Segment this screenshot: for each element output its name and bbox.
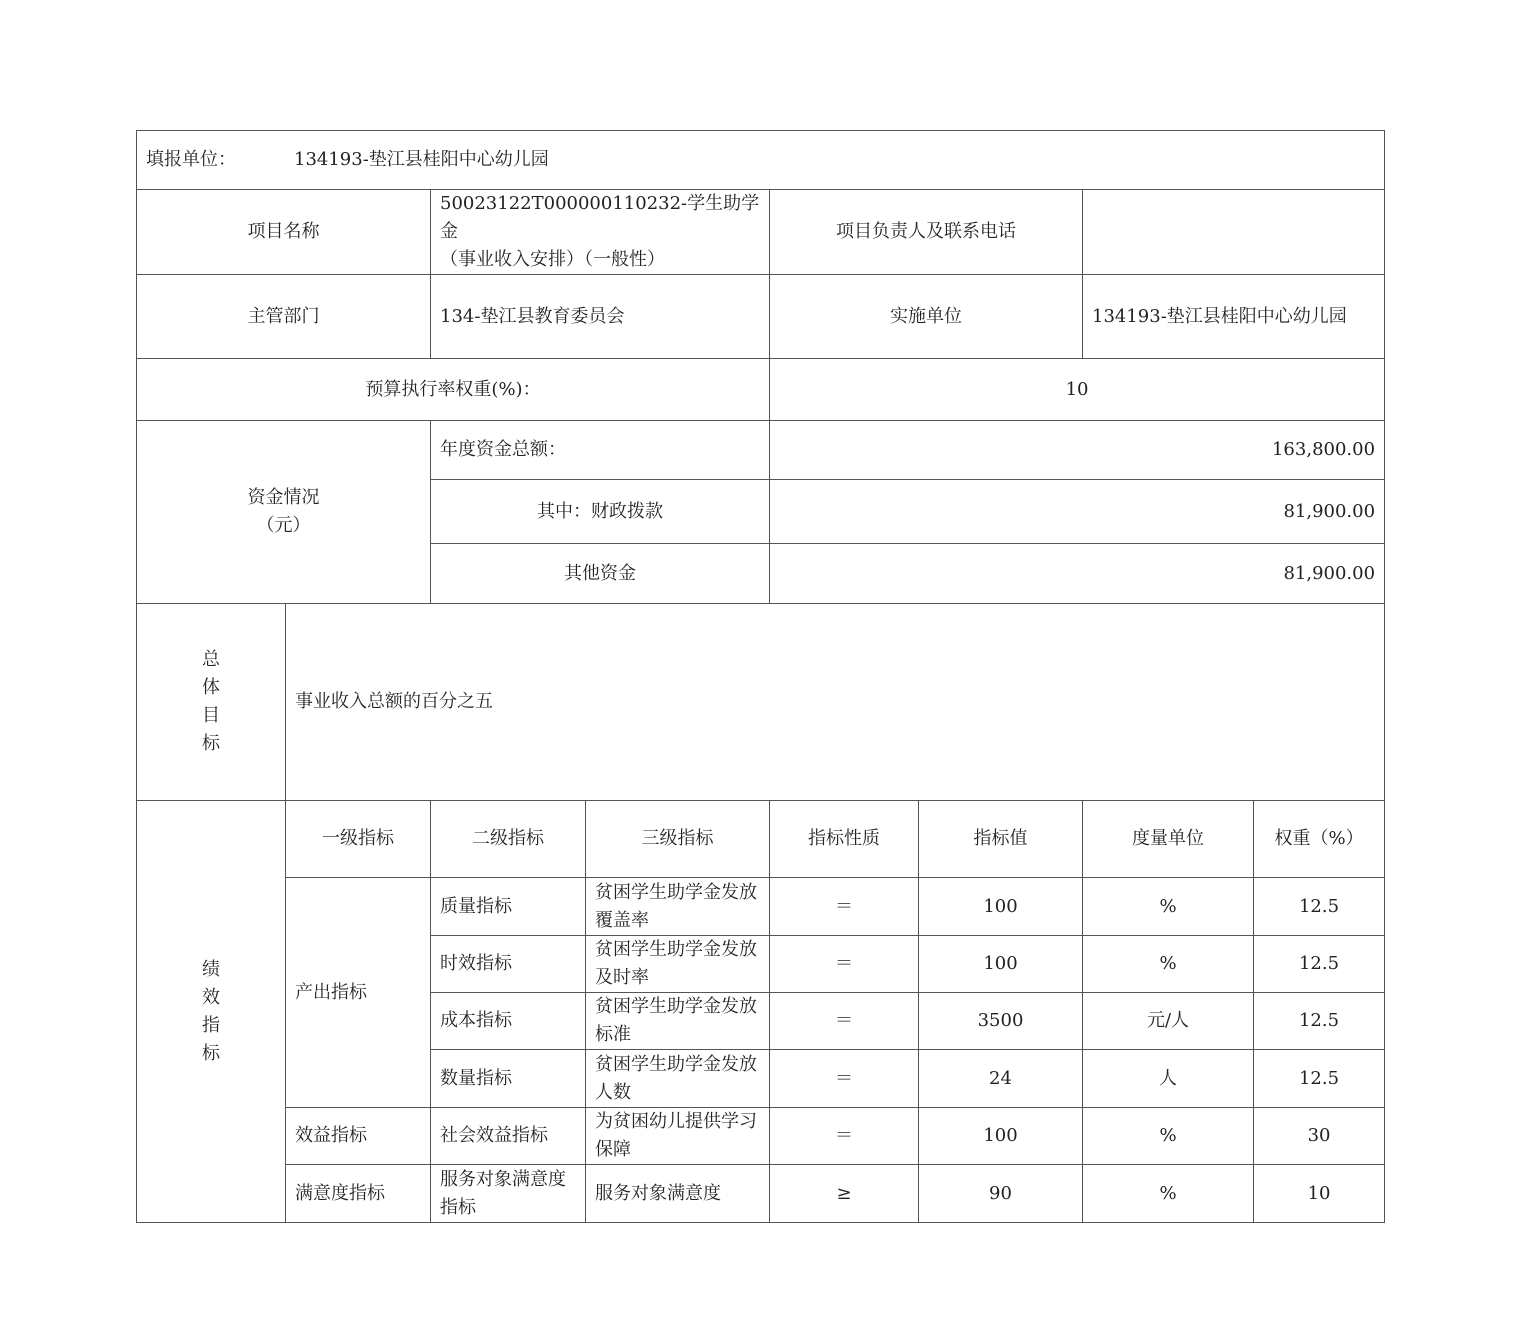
group-output: 产出指标 bbox=[286, 878, 431, 1108]
weight-cell: 12.5 bbox=[1254, 936, 1385, 993]
weight-cell: 12.5 bbox=[1254, 878, 1385, 936]
project-name-label: 项目名称 bbox=[137, 190, 431, 275]
nature-cell: ＝ bbox=[770, 878, 919, 936]
header-weight: 权重（%） bbox=[1254, 801, 1385, 878]
nature-cell: ＝ bbox=[770, 1108, 919, 1165]
header-level3: 三级指标 bbox=[586, 801, 770, 878]
project-name-row bbox=[137, 190, 1385, 275]
weight-cell: 12.5 bbox=[1254, 993, 1385, 1050]
form-table bbox=[136, 130, 1385, 1223]
project-name-line1: 50023122T000000110232-学生助学金 bbox=[440, 193, 760, 242]
funds-fiscal-label: 其中：财政拨款 bbox=[431, 480, 770, 544]
value-cell: 100 bbox=[919, 878, 1083, 936]
budget-rate-value: 10 bbox=[770, 359, 1385, 421]
funds-fiscal-value: 81,900.00 bbox=[770, 480, 1385, 544]
level3-cell: 贫困学生助学金发放人数 bbox=[586, 1050, 770, 1108]
unit-cell: 元/人 bbox=[1083, 993, 1254, 1050]
reporting-unit-row bbox=[137, 131, 1385, 190]
header-level2: 二级指标 bbox=[431, 801, 586, 878]
performance-target-form bbox=[136, 130, 1384, 1224]
performance-indicators-char: 效 bbox=[202, 986, 220, 1008]
value-cell: 100 bbox=[919, 936, 1083, 993]
department-value: 134-垫江县教育委员会 bbox=[431, 275, 770, 359]
nature-cell: ＝ bbox=[770, 1050, 919, 1108]
table-row bbox=[137, 1165, 1385, 1223]
group-satisfaction: 满意度指标 bbox=[286, 1165, 431, 1223]
funds-label-line2: （元） bbox=[256, 515, 311, 536]
value-cell: 3500 bbox=[919, 993, 1083, 1050]
overall-goal-char: 总 bbox=[202, 649, 220, 670]
project-leader-label: 项目负责人及联系电话 bbox=[770, 190, 1083, 275]
unit-cell: % bbox=[1083, 1108, 1254, 1165]
header-unit: 度量单位 bbox=[1083, 801, 1254, 878]
level3-cell: 服务对象满意度 bbox=[586, 1165, 770, 1223]
overall-goal-char: 体 bbox=[202, 677, 220, 698]
performance-indicators-char: 标 bbox=[202, 1042, 220, 1064]
level3-cell: 贫困学生助学金发放及时率 bbox=[586, 936, 770, 993]
weight-cell: 30 bbox=[1254, 1108, 1385, 1165]
budget-rate-row bbox=[137, 359, 1385, 421]
header-level1: 一级指标 bbox=[286, 801, 431, 878]
funds-total-label: 年度资金总额： bbox=[431, 421, 770, 480]
level2-cell: 数量指标 bbox=[431, 1050, 586, 1108]
funds-total-value: 163,800.00 bbox=[770, 421, 1385, 480]
nature-cell: ≥ bbox=[770, 1165, 919, 1223]
level2-cell: 时效指标 bbox=[431, 936, 586, 993]
unit-cell: % bbox=[1083, 878, 1254, 936]
budget-rate-label: 预算执行率权重(%)： bbox=[137, 359, 770, 421]
overall-goal-row bbox=[137, 604, 1385, 801]
overall-goal-char: 目 bbox=[202, 705, 220, 726]
nature-cell: ＝ bbox=[770, 936, 919, 993]
performance-indicators-char: 指 bbox=[202, 1014, 220, 1036]
header-nature: 指标性质 bbox=[770, 801, 919, 878]
level3-cell: 贫困学生助学金发放覆盖率 bbox=[586, 878, 770, 936]
performance-indicators-char: 绩 bbox=[202, 958, 220, 980]
project-name-value bbox=[431, 190, 770, 275]
reporting-unit-cell bbox=[137, 131, 1385, 190]
unit-cell: % bbox=[1083, 1165, 1254, 1223]
table-row bbox=[137, 1108, 1385, 1165]
funds-total-row bbox=[137, 421, 1385, 480]
unit-cell: % bbox=[1083, 936, 1254, 993]
implementing-unit-label: 实施单位 bbox=[770, 275, 1083, 359]
value-cell: 24 bbox=[919, 1050, 1083, 1108]
level2-cell: 成本指标 bbox=[431, 993, 586, 1050]
project-leader-value bbox=[1083, 190, 1385, 275]
project-name-line2: （事业收入安排）（一般性） bbox=[440, 249, 665, 270]
funds-other-label: 其他资金 bbox=[431, 544, 770, 604]
funds-other-value: 81,900.00 bbox=[770, 544, 1385, 604]
level2-cell: 社会效益指标 bbox=[431, 1108, 586, 1165]
level3-cell: 贫困学生助学金发放标准 bbox=[586, 993, 770, 1050]
value-cell: 100 bbox=[919, 1108, 1083, 1165]
table-row bbox=[137, 878, 1385, 936]
weight-cell: 12.5 bbox=[1254, 1050, 1385, 1108]
header-value: 指标值 bbox=[919, 801, 1083, 878]
unit-cell: 人 bbox=[1083, 1050, 1254, 1108]
funds-label-line1: 资金情况 bbox=[247, 487, 320, 508]
indicator-header-row bbox=[137, 801, 1385, 878]
overall-goal-char: 标 bbox=[202, 733, 220, 754]
level2-cell: 质量指标 bbox=[431, 878, 586, 936]
funds-label bbox=[137, 421, 431, 604]
performance-indicators-label bbox=[137, 801, 286, 1223]
department-row bbox=[137, 275, 1385, 359]
weight-cell: 10 bbox=[1254, 1165, 1385, 1223]
overall-goal-label bbox=[137, 604, 286, 801]
level3-cell: 为贫困幼儿提供学习保障 bbox=[586, 1108, 770, 1165]
department-label: 主管部门 bbox=[137, 275, 431, 359]
value-cell: 90 bbox=[919, 1165, 1083, 1223]
overall-goal-value: 事业收入总额的百分之五 bbox=[286, 604, 1385, 801]
level2-cell: 服务对象满意度指标 bbox=[431, 1165, 586, 1223]
group-benefit: 效益指标 bbox=[286, 1108, 431, 1165]
implementing-unit-value: 134193-垫江县桂阳中心幼儿园 bbox=[1083, 275, 1385, 359]
reporting-unit-label: 填报单位： bbox=[146, 149, 236, 170]
reporting-unit-value: 134193-垫江县桂阳中心幼儿园 bbox=[294, 149, 549, 170]
nature-cell: ＝ bbox=[770, 993, 919, 1050]
